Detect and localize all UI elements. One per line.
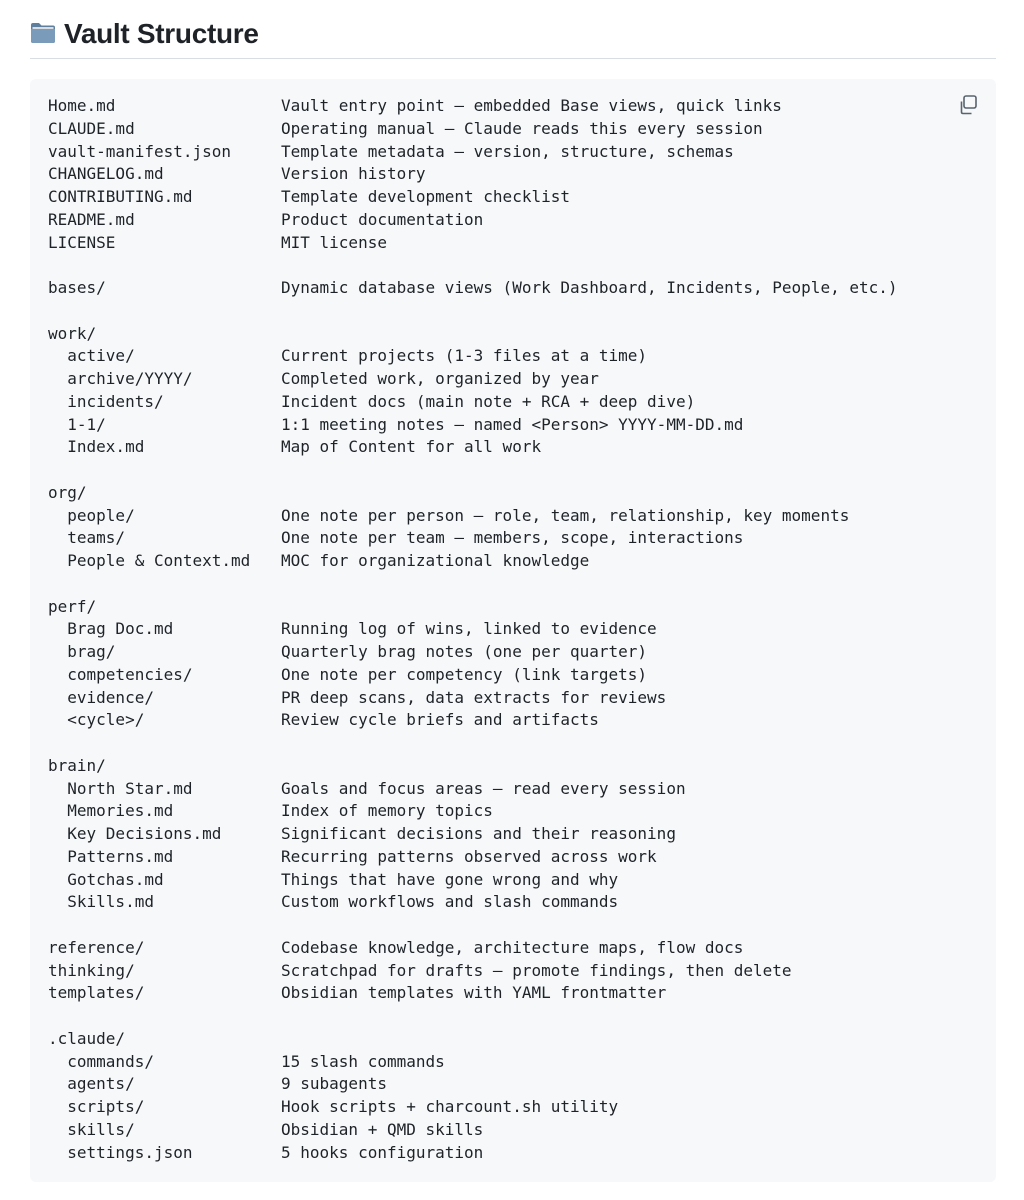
file-description: Current projects (1-3 files at a time): [281, 346, 648, 366]
file-description: One note per competency (link targets): [281, 664, 648, 684]
file-path: Index.md: [48, 437, 145, 457]
file-path: Brag Doc.md: [48, 619, 174, 639]
copy-icon: [956, 93, 980, 117]
file-description: Product documentation: [281, 209, 484, 229]
code-line: [48, 300, 898, 323]
code-line: [48, 687, 898, 710]
code-line: [48, 1142, 898, 1165]
file-description: Dynamic database views (Work Dashboard, Incidents, People, etc.): [281, 278, 898, 297]
file-path: LICENSE: [48, 232, 116, 252]
file-description: One note per team — members, scope, interactions: [281, 528, 744, 548]
file-path: teams/: [48, 528, 126, 548]
section-heading: [30, 14, 996, 59]
file-description: PR deep scans, data extracts for reviews: [281, 687, 667, 707]
code-line: [48, 254, 898, 277]
file-path: skills/: [48, 1119, 135, 1139]
file-path: templates/: [48, 983, 145, 1003]
file-description: 5 hooks configuration: [281, 1142, 484, 1162]
file-path: CONTRIBUTING.md: [48, 187, 193, 206]
code-line: [48, 891, 898, 914]
code-line: [48, 778, 898, 801]
code-line: [48, 755, 898, 778]
file-description: Obsidian + QMD skills: [281, 1119, 484, 1139]
code-line: [48, 573, 898, 596]
file-path: thinking/: [48, 960, 135, 980]
page-title: Vault Structure: [64, 18, 259, 49]
file-description: Recurring patterns observed across work: [281, 846, 657, 866]
file-path: Gotchas.md: [48, 869, 164, 889]
file-description: Quarterly brag notes (one per quarter): [281, 642, 648, 661]
file-description: Operating manual — Claude reads this every session: [281, 118, 763, 138]
code-line: [48, 527, 898, 550]
file-path: archive/YYYY/: [48, 369, 193, 388]
file-path: CLAUDE.md: [48, 118, 135, 138]
code-block: [30, 79, 996, 1182]
file-description: Significant decisions and their reasoning: [281, 824, 676, 843]
file-path: competencies/: [48, 664, 193, 684]
code-line: [48, 800, 898, 823]
file-path: Home.md: [48, 96, 116, 115]
file-description: MIT license: [281, 232, 387, 252]
file-path: Patterns.md: [48, 846, 174, 866]
code-line: [48, 960, 898, 983]
file-path: <cycle>/: [48, 710, 145, 730]
file-path: CHANGELOG.md: [48, 164, 164, 184]
code-line: [48, 414, 898, 437]
file-description: Hook scripts + charcount.sh utility: [281, 1097, 619, 1116]
code-line: [48, 937, 898, 960]
code-line: [48, 391, 898, 414]
code-line: [48, 1096, 898, 1119]
code-line: [48, 1005, 898, 1028]
code-line: [48, 345, 898, 368]
file-description: Incident docs (main note + RCA + deep dive): [281, 391, 696, 411]
file-description: Review cycle briefs and artifacts: [281, 710, 599, 730]
code-line: [48, 869, 898, 892]
file-description: Running log of wins, linked to evidence: [281, 619, 657, 639]
file-description: 15 slash commands: [281, 1051, 445, 1071]
code-line: [48, 596, 898, 619]
code-line: [48, 277, 898, 300]
code-line: [48, 709, 898, 732]
file-path: scripts/: [48, 1097, 145, 1116]
file-path: bases/: [48, 278, 106, 297]
file-description: MOC for organizational knowledge: [281, 551, 590, 570]
file-description: Template development checklist: [281, 187, 570, 206]
file-path: Key Decisions.md: [48, 824, 222, 843]
file-description: Template metadata — version, structure, schemas: [281, 141, 734, 161]
file-description: Codebase knowledge, architecture maps, flow docs: [281, 937, 744, 957]
code-line: [48, 1051, 898, 1074]
code-line: [48, 141, 898, 164]
file-path: vault-manifest.json: [48, 141, 232, 161]
file-path: People & Context.md: [48, 551, 251, 570]
code-line: [48, 232, 898, 255]
file-path: evidence/: [48, 687, 154, 707]
code-line: [48, 118, 898, 141]
file-description: Map of Content for all work: [281, 437, 542, 457]
file-path: Skills.md: [48, 892, 154, 912]
file-path: Memories.md: [48, 801, 174, 821]
file-description: Completed work, organized by year: [281, 369, 599, 388]
code-line: [48, 459, 898, 482]
file-description: Vault entry point — embedded Base views, quick links: [281, 96, 782, 115]
code-lines: [48, 95, 898, 1164]
file-description: One note per person — role, team, relationship, key moments: [281, 505, 850, 525]
file-path: .claude/: [48, 1028, 126, 1048]
code-line: [48, 732, 898, 755]
code-line: [48, 982, 898, 1005]
code-line: [48, 823, 898, 846]
file-description: Goals and focus areas — read every session: [281, 778, 686, 798]
folder-icon: [30, 22, 56, 44]
file-path: people/: [48, 505, 135, 525]
code-line: [48, 550, 898, 573]
code-line: [48, 209, 898, 232]
copy-button[interactable]: [956, 93, 980, 117]
file-description: 1:1 meeting notes — named <Person> YYYY-MM-DD.md: [281, 414, 744, 434]
file-description: Scratchpad for drafts — promote findings, then delete: [281, 960, 792, 980]
code-line: [48, 664, 898, 687]
file-path: brain/: [48, 755, 106, 775]
file-description: Version history: [281, 164, 426, 184]
file-path: org/: [48, 482, 87, 502]
code-line: [48, 505, 898, 528]
file-path: README.md: [48, 209, 135, 229]
code-line: [48, 1028, 898, 1051]
file-path: reference/: [48, 937, 145, 957]
file-path: settings.json: [48, 1142, 193, 1162]
code-line: [48, 436, 898, 459]
file-path: North Star.md: [48, 778, 193, 798]
code-line: [48, 368, 898, 391]
file-path: agents/: [48, 1074, 135, 1094]
code-line: [48, 618, 898, 641]
code-line: [48, 186, 898, 209]
file-path: work/: [48, 323, 97, 343]
file-path: incidents/: [48, 391, 164, 411]
code-line: [48, 914, 898, 937]
file-path: brag/: [48, 642, 116, 661]
code-line: [48, 1119, 898, 1142]
file-path: perf/: [48, 596, 97, 616]
file-description: 9 subagents: [281, 1074, 387, 1094]
code-line: [48, 846, 898, 869]
file-path: active/: [48, 346, 135, 366]
file-path: commands/: [48, 1051, 154, 1071]
code-line: [48, 641, 898, 664]
code-line: [48, 95, 898, 118]
code-line: [48, 1073, 898, 1096]
code-line: [48, 482, 898, 505]
code-line: [48, 323, 898, 346]
file-path: 1-1/: [48, 414, 106, 434]
file-description: Index of memory topics: [281, 801, 493, 821]
file-description: Things that have gone wrong and why: [281, 869, 619, 889]
file-description: Obsidian templates with YAML frontmatter: [281, 983, 667, 1003]
file-description: Custom workflows and slash commands: [281, 892, 619, 912]
code-line: [48, 163, 898, 186]
